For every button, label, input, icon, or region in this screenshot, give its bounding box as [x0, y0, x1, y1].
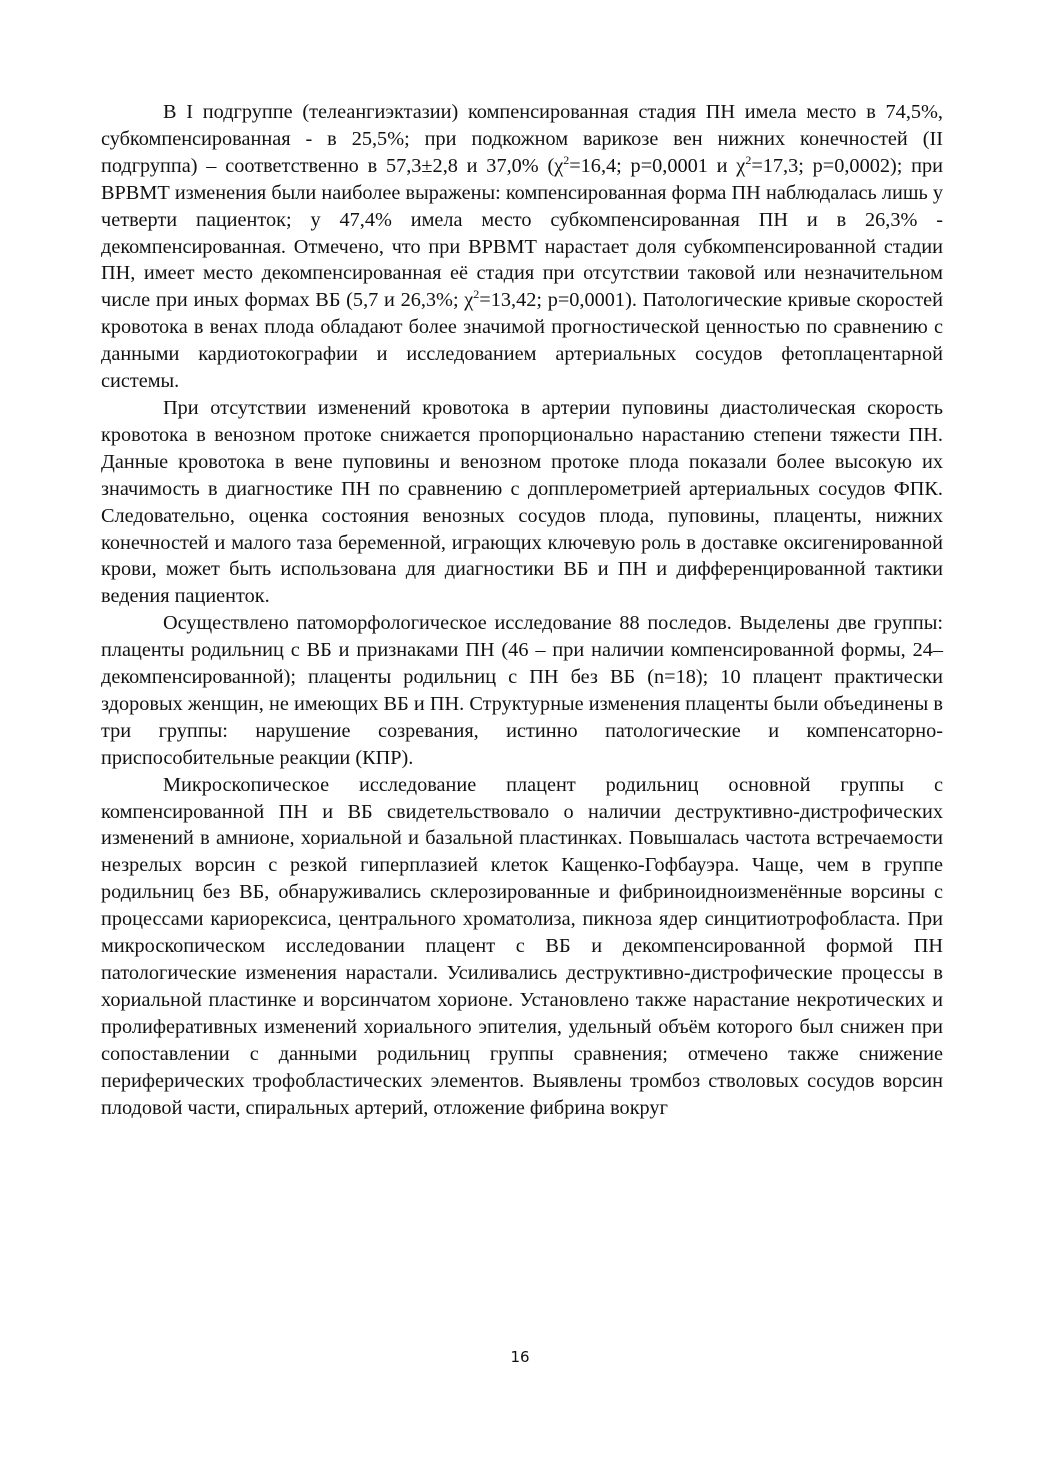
paragraph-4: Микроскопическое исследование плацент родильниц основной группы с компенсированной ПН и ВБ свидетельствовало о наличии деструктивно-дистрофических изменений в амнионе, хориальной и базальной пластинках. Повышалась частота встречаемости незрелых ворсин с резкой гиперплазией клеток Кащенко-Гофбауэра. Чаще, чем в группе родильниц без ВБ, обнаруживались склерозированные и фибриноидноизменённые ворсины с процессами кариорексиса, центрального хроматолиза, пикноза ядер синцитиотрофобласта. При микроскопическом исследовании плацент с ВБ и декомпенсированной формой ПН патологические изменения нарастали. Усиливались деструктивно-дистрофические процессы в хориальной пластинке и ворсинчатом хорионе. Установлено также нарастание некротических и пролиферативных изменений хориального эпителия, удельный объём которого был снижен при сопоставлении с данными родильниц группы сравнения; отмечено также снижение периферических трофобластических элементов. Выявлены тромбоз стволовых сосудов ворсин плодовой части, спиральных артерий, отложение фибрина вокруг	[101, 773, 943, 1119]
paragraph-2: При отсутствии изменений кровотока в артерии пуповины диастолическая скорость кровотока в венозном протоке снижается пропорционально нарастанию степени тяжести ПН. Данные кровотока в вене пуповины и венозном протоке плода показали более высокую их значимость в диагностике ПН по сравнению с допплерометрией артериальных сосудов ФПК. Следовательно, оценка состояния венозных сосудов плода, пуповины, плаценты, нижних конечностей и малого таза беременной, играющих ключевую роль в доставке оксигенированной крови, может быть использована для диагностики ВБ и ПН и дифференцированной тактики ведения пациенток.	[101, 396, 943, 608]
paragraph-1: В I подгруппе (телеангиэктазии) компенсированная стадия ПН имела место в 74,5%, субкомпенсированная - в 25,5%; при подкожном варикозе вен нижних конечностей (II подгруппа) – соответственно в 57,3±2,8 и 37,0% ($\chi^2=16,4$; p=0,0001 и $\chi^2=17,3$; p=0,0002); при ВРВМТ изменения были наиболее выражены: компенсированная форма ПН наблюдалась лишь у четверти пациенток; у 47,4% имела место субкомпенсированная ПН и в 26,3% - декомпенсированная. Отмечено, что при ВРВМТ нарастает доля субкомпенсированной стадии ПН, имеет место декомпенсированная её стадия при отсутствии таковой или незначительном числе при иных формах ВБ (5,7 и 26,3%; $\chi^2=13,42$; p=0,0001). Патологические кривые скоростей кровотока в венах плода обладают более значимой прогностической ценностью по сравнению с данными кардиотокографии и исследованием артериальных сосудов фетоплацентарной системы.	[101, 101, 944, 393]
page-number: 16	[510, 1348, 530, 1366]
body-text	[101, 99, 943, 1121]
paragraph-3: Осуществлено патоморфологическое исследование 88 последов. Выделены две группы: плаценты родильниц с ВБ и признаками ПН (46 – при наличии компенсированной формы, 24– декомпенсированной); плаценты родильниц с ПН без ВБ (n=18); 10 плацент практически здоровых женщин, не имеющих ВБ и ПН. Структурные изменения плаценты были объединены в три группы: нарушение созревания, истинно патологические и компенсаторно-приспособительные реакции (КПР).	[101, 612, 943, 769]
